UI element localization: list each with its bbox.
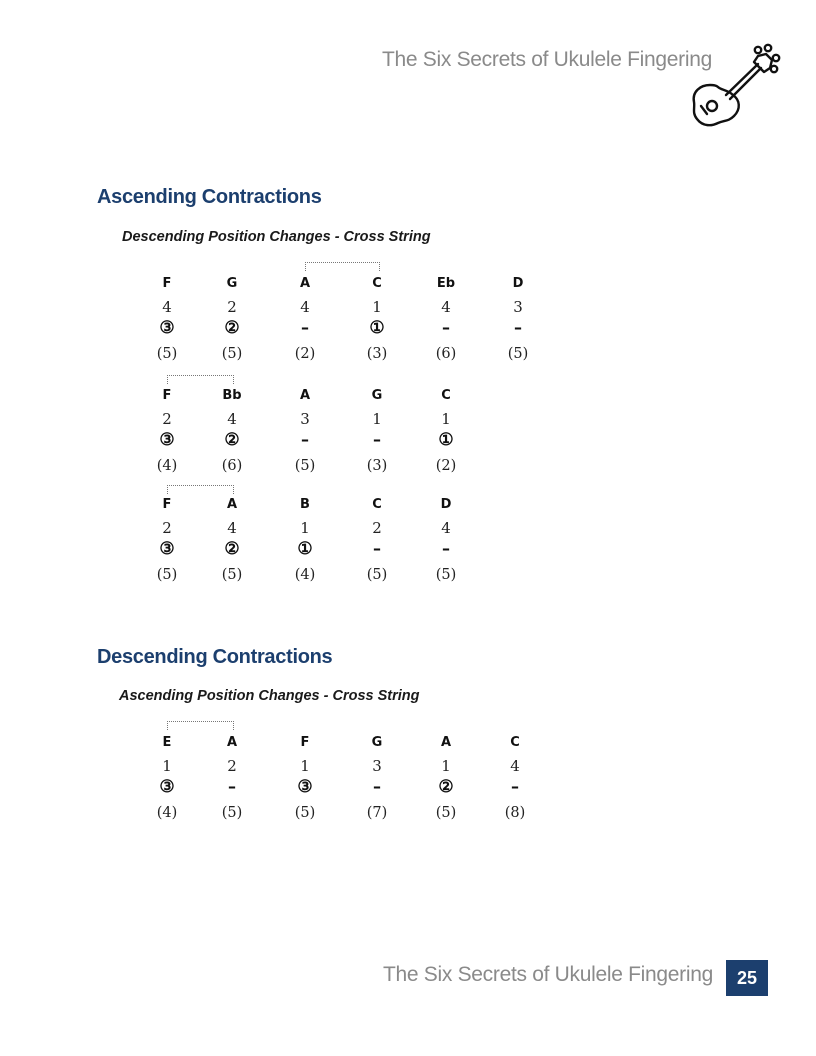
note-name: F xyxy=(162,497,172,512)
finger-number: 2 xyxy=(162,410,172,428)
fingering-group xyxy=(0,276,816,386)
note-name: F xyxy=(162,388,172,403)
finger-number: 4 xyxy=(441,298,451,316)
string-number: ③ xyxy=(159,318,175,338)
finger-number: 2 xyxy=(372,519,382,537)
string-number: – xyxy=(442,318,450,337)
note-name: Bb xyxy=(222,388,242,403)
string-number: ③ xyxy=(159,539,175,559)
running-header-title: The Six Secrets of Ukulele Fingering xyxy=(381,48,712,71)
fingering-group xyxy=(0,497,816,607)
note-name: C xyxy=(372,497,382,512)
finger-number: 1 xyxy=(372,298,382,316)
note-name: A xyxy=(226,735,238,750)
fret-number: (5) xyxy=(156,346,178,362)
fret-number: (5) xyxy=(221,346,243,362)
note-name: G xyxy=(371,735,383,750)
fret-number: (2) xyxy=(294,346,316,362)
note-name: B xyxy=(300,497,310,512)
note-name: F xyxy=(162,276,172,291)
fret-number: (6) xyxy=(435,346,457,362)
string-number: – xyxy=(373,539,381,558)
string-number: – xyxy=(228,777,236,796)
finger-number: 4 xyxy=(162,298,172,316)
fret-number: (6) xyxy=(221,458,243,474)
fingering-group xyxy=(0,388,816,498)
note-name: D xyxy=(440,497,452,512)
fret-number: (4) xyxy=(156,805,178,821)
string-number: ② xyxy=(438,777,454,797)
note-name: Eb xyxy=(436,276,456,291)
finger-number: 4 xyxy=(300,298,310,316)
contraction-bracket xyxy=(305,262,380,271)
string-number: ③ xyxy=(159,430,175,450)
section-subtitle: Ascending Position Changes - Cross String xyxy=(119,688,420,704)
note-name: C xyxy=(441,388,451,403)
contraction-bracket xyxy=(167,721,234,730)
finger-number: 2 xyxy=(162,519,172,537)
note-name: G xyxy=(371,388,383,403)
fret-number: (3) xyxy=(366,458,388,474)
string-number: ① xyxy=(297,539,313,559)
section-subtitle: Descending Position Changes - Cross String xyxy=(122,229,431,245)
note-name: D xyxy=(512,276,524,291)
string-number: – xyxy=(511,777,519,796)
note-name: F xyxy=(300,735,310,750)
finger-number: 3 xyxy=(513,298,523,316)
fret-number: (5) xyxy=(156,567,178,583)
finger-number: 4 xyxy=(227,410,237,428)
fingering-group xyxy=(0,735,816,845)
finger-number: 3 xyxy=(372,757,382,775)
finger-number: 1 xyxy=(441,757,451,775)
string-number: ③ xyxy=(159,777,175,797)
fret-number: (5) xyxy=(221,567,243,583)
string-number: – xyxy=(301,318,309,337)
string-number: ② xyxy=(224,318,240,338)
string-number: – xyxy=(301,430,309,449)
note-name: A xyxy=(440,735,452,750)
fret-number: (4) xyxy=(294,567,316,583)
finger-number: 1 xyxy=(372,410,382,428)
string-number: ① xyxy=(438,430,454,450)
string-number: – xyxy=(442,539,450,558)
string-number: – xyxy=(373,430,381,449)
contraction-bracket xyxy=(167,375,234,384)
string-number: ② xyxy=(224,430,240,450)
running-footer-title: The Six Secrets of Ukulele Fingering xyxy=(382,963,713,986)
note-name: G xyxy=(226,276,238,291)
string-number: ③ xyxy=(297,777,313,797)
note-name: E xyxy=(162,735,172,750)
fret-number: (5) xyxy=(435,567,457,583)
section-title-ascending-contractions: Ascending Contractions xyxy=(97,186,322,208)
fret-number: (4) xyxy=(156,458,178,474)
fret-number: (7) xyxy=(366,805,388,821)
fret-number: (5) xyxy=(294,458,316,474)
finger-number: 1 xyxy=(162,757,172,775)
string-number: ② xyxy=(224,539,240,559)
fret-number: (5) xyxy=(366,567,388,583)
note-name: C xyxy=(372,276,382,291)
finger-number: 2 xyxy=(227,757,237,775)
finger-number: 1 xyxy=(300,757,310,775)
finger-number: 4 xyxy=(227,519,237,537)
note-name: C xyxy=(510,735,520,750)
fret-number: (3) xyxy=(366,346,388,362)
string-number: ① xyxy=(369,318,385,338)
ukulele-icon xyxy=(688,40,784,132)
contraction-bracket xyxy=(167,485,234,494)
fret-number: (2) xyxy=(435,458,457,474)
note-name: A xyxy=(299,276,311,291)
note-name: A xyxy=(226,497,238,512)
finger-number: 3 xyxy=(300,410,310,428)
string-number: – xyxy=(373,777,381,796)
finger-number: 1 xyxy=(300,519,310,537)
fret-number: (8) xyxy=(504,805,526,821)
section-title-descending-contractions: Descending Contractions xyxy=(97,646,333,668)
finger-number: 2 xyxy=(227,298,237,316)
fret-number: (5) xyxy=(221,805,243,821)
fret-number: (5) xyxy=(507,346,529,362)
finger-number: 4 xyxy=(510,757,520,775)
finger-number: 1 xyxy=(441,410,451,428)
string-number: – xyxy=(514,318,522,337)
page-number: 25 xyxy=(726,960,768,996)
note-name: A xyxy=(299,388,311,403)
fret-number: (5) xyxy=(294,805,316,821)
fret-number: (5) xyxy=(435,805,457,821)
finger-number: 4 xyxy=(441,519,451,537)
